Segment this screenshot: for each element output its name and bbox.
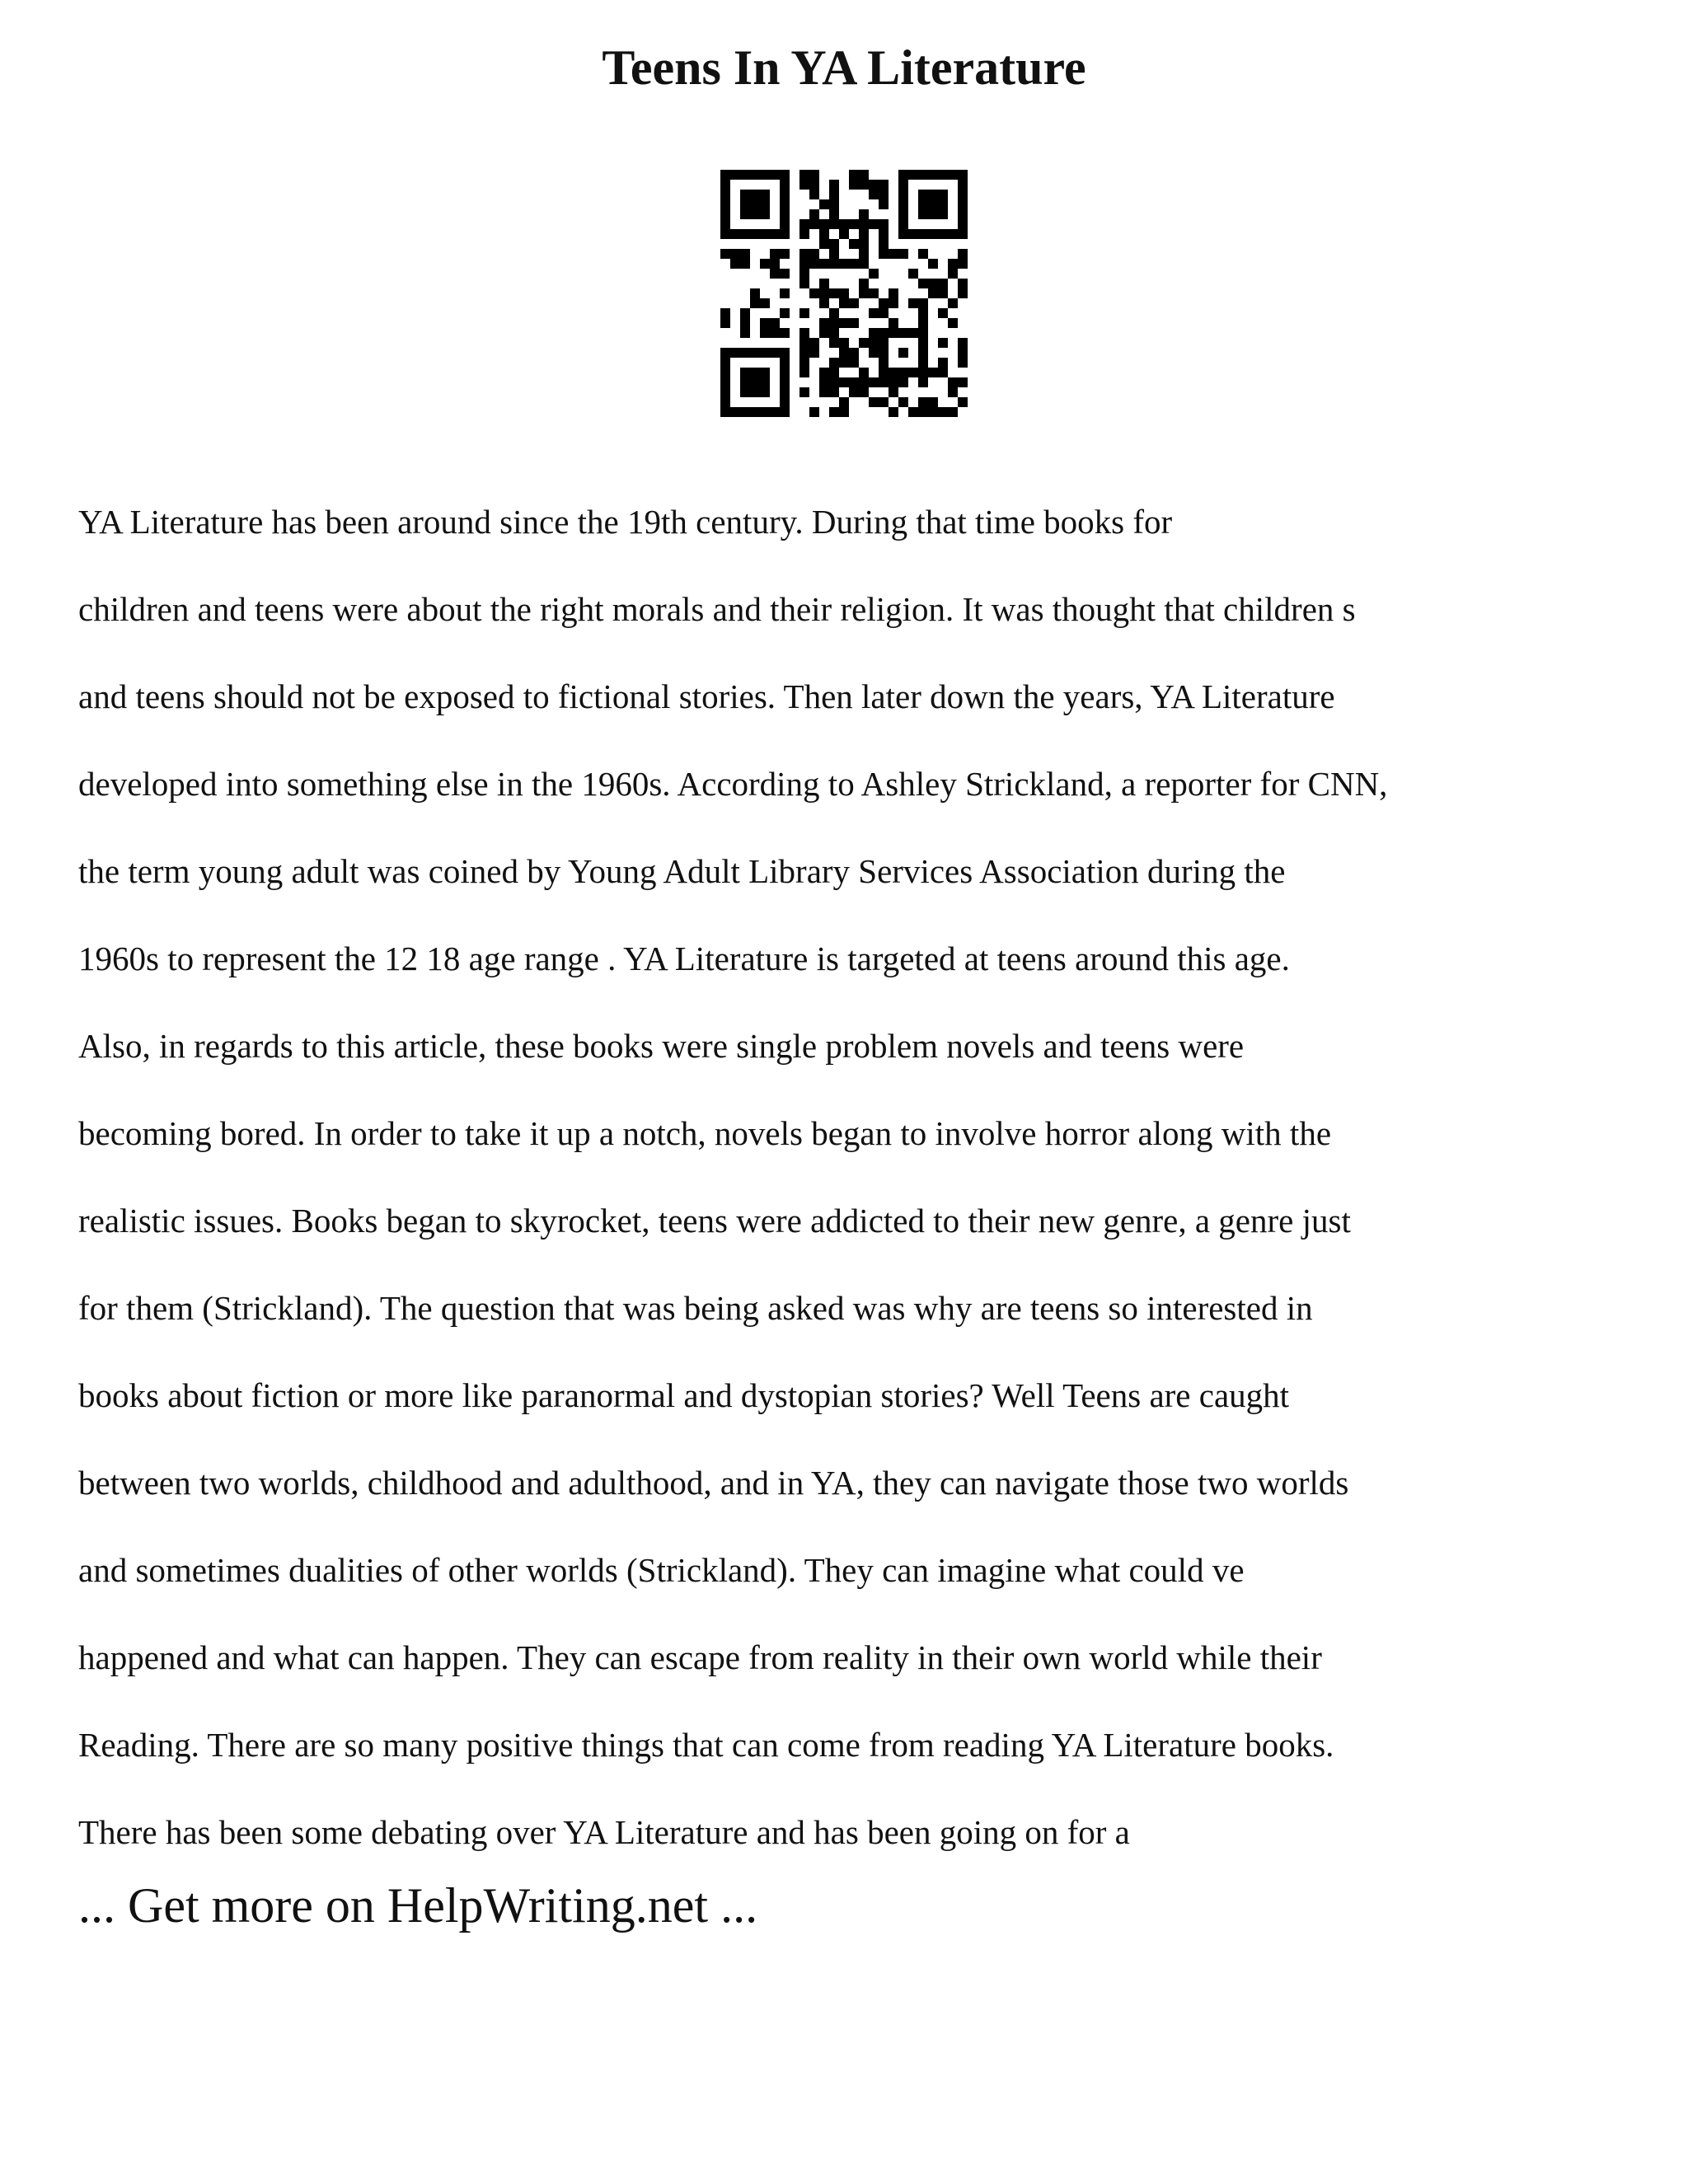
body-line: books about fiction or more like paranormal and dystopian stories? Well Teens are caught	[78, 1376, 1290, 1414]
document-title: Teens In YA Literature	[602, 40, 1086, 95]
body-line: There has been some debating over YA Literature and has been going on for a	[78, 1813, 1130, 1851]
body-line: realistic issues. Books began to skyrocket, teens were addicted to their new genre, a genre just	[78, 1202, 1351, 1240]
body-line: 1960s to represent the 12 18 age range . YA Literature is targeted at teens around this age.	[78, 940, 1290, 977]
body-line: Reading. There are so many positive things that can come from reading YA Literature books.	[78, 1726, 1334, 1764]
body-line: and sometimes dualities of other worlds (Strickland). They can imagine what could ve	[78, 1551, 1245, 1589]
body-line: developed into something else in the 1960s. According to Ashley Strickland, a reporter for CNN,	[78, 765, 1388, 803]
get-more-link[interactable]: ... Get more on HelpWriting.net ...	[78, 1878, 758, 1933]
body-line: and teens should not be exposed to fictional stories. Then later down the years, YA Literature	[78, 677, 1335, 715]
body-line: the term young adult was coined by Young Adult Library Services Association during the	[78, 852, 1286, 890]
body-line: for them (Strickland). The question that was being asked was why are teens so interested in	[78, 1289, 1313, 1327]
body-line: between two worlds, childhood and adulthood, and in YA, they can navigate those two worlds	[78, 1464, 1349, 1502]
body-line: Also, in regards to this article, these books were single problem novels and teens were	[78, 1027, 1245, 1065]
body-line: becoming bored. In order to take it up a notch, novels began to involve horror along with the	[78, 1114, 1332, 1152]
qr-code-icon	[720, 170, 968, 417]
body-line: happened and what can happen. They can escape from reality in their own world while their	[78, 1638, 1322, 1676]
document-body	[78, 478, 1644, 1876]
body-line: YA Literature has been around since the 19th century. During that time books for	[78, 503, 1173, 541]
body-line: children and teens were about the right morals and their religion. It was thought that children s	[78, 590, 1356, 628]
